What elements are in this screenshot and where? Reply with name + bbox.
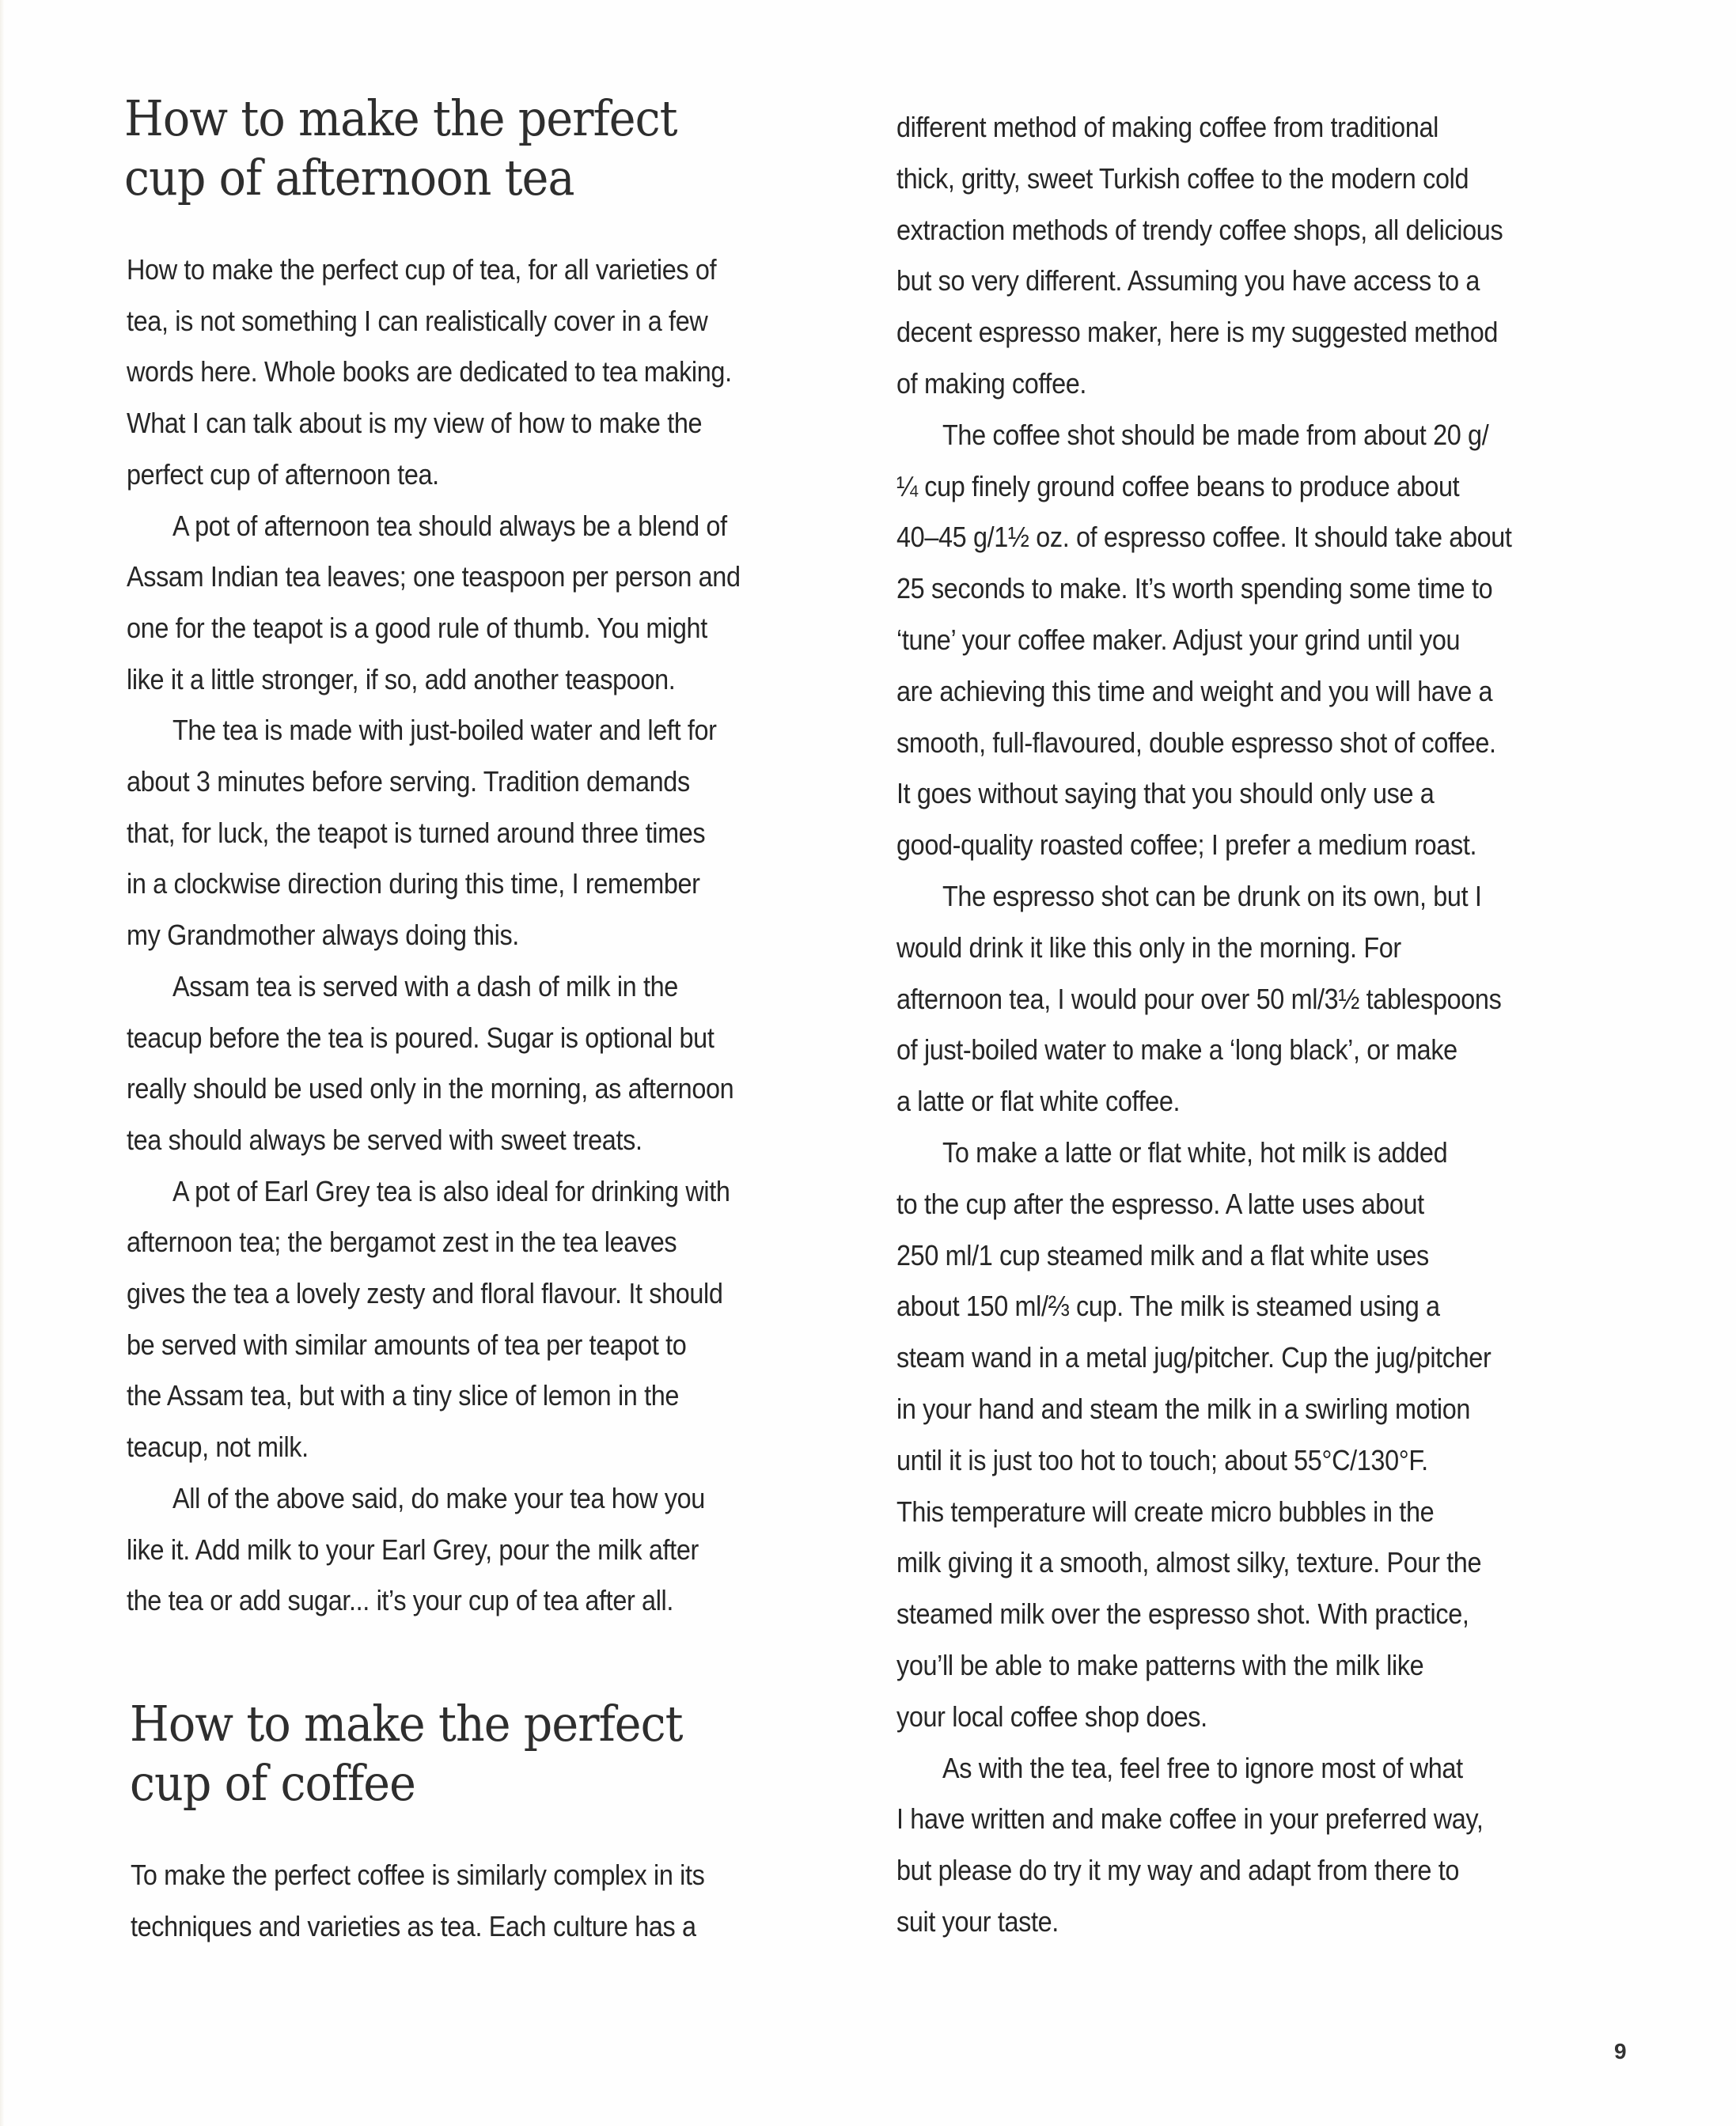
text-line: the Assam tea, but with a tiny slice of lemon in the [127,1379,680,1412]
text-line: a latte or flat white coffee. [896,1085,1181,1118]
text-line: steam wand in a metal jug/pitcher. Cup the jug/pitcher [896,1341,1492,1374]
text-line: ¼ cup finely ground coffee beans to produce about [896,469,1460,502]
text-line: in your hand and steam the milk in a swirling motion [896,1393,1471,1425]
text-line: 250 ml/1 cup steamed milk and a flat white uses [896,1238,1429,1271]
tea-heading-line-2: cup of afternoon tea [124,149,574,207]
text-line: I have written and make coffee in your preferred way, [896,1802,1484,1836]
tea-section-heading [124,89,677,207]
text-line: Assam tea is served with a dash of milk in the [172,969,678,1002]
text-line: afternoon tea, I would pour over 50 ml/3½ tablespoons [896,982,1502,1015]
coffee-heading-line-2: cup of coffee [130,1754,415,1812]
text-line: How to make the perfect cup of tea, for all varieties of [127,253,717,286]
text-line: All of the above said, do make your tea how you [172,1481,705,1514]
text-line: decent espresso maker, here is my suggested method [896,316,1499,349]
text-line: perfect cup of afternoon tea. [127,457,439,491]
text-line: but so very different. Assuming you have access to a [896,264,1480,297]
text-line: What I can talk about is my view of how to make the [127,407,703,440]
text-line: The tea is made with just-boiled water and left for [172,714,717,747]
text-line: are achieving this time and weight and you will have a [896,674,1493,707]
text-line: until it is just too hot to touch; about 55°C/130°F. [896,1443,1428,1476]
text-line: one for the teapot is a good rule of thumb. You might [127,611,707,644]
text-line: to the cup after the espresso. A latte uses about [896,1187,1424,1220]
text-line: tea, is not something I can realistically cover in a few [127,304,708,337]
text-line: that, for luck, the teapot is turned around three times [127,816,706,849]
text-line: your local coffee shop does. [896,1700,1207,1733]
text-line: smooth, full-flavoured, double espresso shot of coffee. [896,726,1496,759]
text-line: steamed milk over the espresso shot. With practice, [896,1597,1469,1631]
text-line: teacup before the tea is poured. Sugar is optional but [127,1021,714,1054]
text-line: 40–45 g/1½ oz. of espresso coffee. It should take about [896,521,1512,554]
text-line: The espresso shot can be drunk on its own, but I [942,880,1482,912]
text-line: really should be used only in the morning, as afternoon [127,1072,734,1105]
text-line: my Grandmother always doing this. [127,919,519,952]
text-line: gives the tea a lovely zesty and floral flavour. It should [127,1277,723,1309]
text-line: As with the tea, feel free to ignore most of what [942,1751,1463,1784]
text-line: To make the perfect coffee is similarly complex in its [131,1859,705,1891]
text-line: The coffee shot should be made from about 20 g/ [942,418,1489,451]
text-line: be served with similar amounts of tea per teapot to [127,1328,687,1361]
text-line: you’ll be able to make patterns with the milk like [896,1649,1424,1681]
text-line: milk giving it a smooth, almost silky, texture. Pour the [896,1546,1482,1579]
page-number: 9 [1614,2039,1627,2063]
text-line: would drink it like this only in the morning. For [896,930,1401,964]
text-line: but please do try it my way and adapt from there to [896,1854,1460,1887]
text-line: words here. Whole books are dedicated to tea making. [127,355,732,388]
text-line: extraction methods of trendy coffee shops, all delicious [896,213,1503,246]
text-line: It goes without saying that you should only use a [896,777,1435,810]
text-line: ‘tune’ your coffee maker. Adjust your grind until you [896,623,1461,656]
text-line: tea should always be served with sweet treats. [127,1123,642,1156]
tea-heading-line-1: How to make the perfect [124,89,677,147]
text-line: of just-boiled water to make a ‘long black’, or make [896,1033,1457,1067]
coffee-heading-line-1: How to make the perfect [130,1695,683,1753]
text-line: A pot of afternoon tea should always be a blend of [172,509,727,542]
text-line: Assam Indian tea leaves; one teaspoon per person and [127,560,741,593]
text-line: This temperature will create micro bubbles in the [896,1495,1435,1528]
text-line: good-quality roasted coffee; I prefer a medium roast. [896,828,1477,862]
text-line: To make a latte or flat white, hot milk is added [942,1136,1448,1169]
text-line: thick, gritty, sweet Turkish coffee to the modern cold [896,161,1469,195]
text-line: in a clockwise direction during this time, I remember [127,867,700,900]
text-line: like it. Add milk to your Earl Grey, pour the milk after [127,1533,699,1566]
scan-edge-shadow [0,0,5,2126]
text-line: of making coffee. [896,367,1087,400]
text-line: like it a little stronger, if so, add another teaspoon. [127,662,676,695]
text-line: techniques and varieties as tea. Each culture has a [131,1909,696,1942]
text-line: 25 seconds to make. It’s worth spending some time to [896,572,1493,605]
coffee-section-heading [130,1694,683,1813]
text-line: suit your taste. [896,1905,1059,1938]
text-line: about 150 ml/⅔ cup. The milk is steamed using a [896,1290,1440,1323]
text-line: the tea or add sugar... it’s your cup of tea after all. [127,1584,674,1617]
text-line: different method of making coffee from traditional [896,111,1438,143]
text-line: A pot of Earl Grey tea is also ideal for drinking with [172,1174,730,1207]
text-line: teacup, not milk. [127,1431,309,1464]
text-line: afternoon tea; the bergamot zest in the tea leaves [127,1226,677,1259]
text-line: about 3 minutes before serving. Tradition demands [127,765,690,798]
